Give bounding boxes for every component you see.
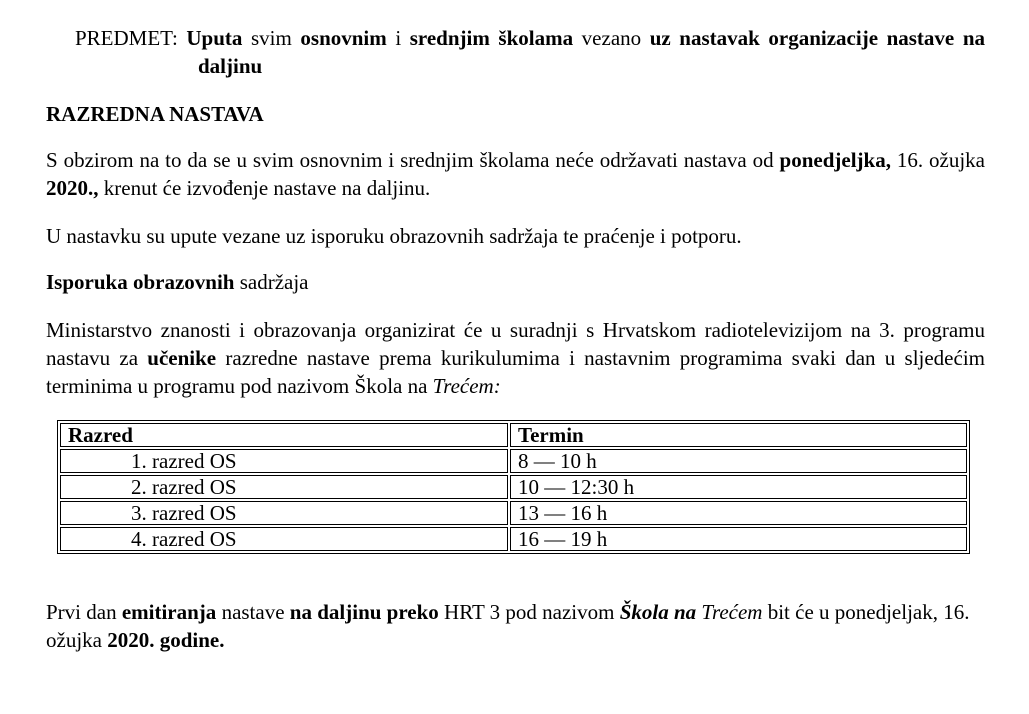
table-cell-razred: 4. razred OS: [60, 527, 508, 551]
text-run: 16. ožujka: [890, 148, 985, 172]
text-run: Isporuka obrazovnih: [46, 270, 240, 294]
text-run: na daljinu preko: [289, 600, 445, 624]
subject-line: [46, 24, 985, 80]
paragraph-intro: [46, 146, 985, 202]
text-run: svim: [250, 26, 301, 50]
table-cell-termin: 16 — 19 h: [510, 527, 967, 551]
text-run: učenike: [147, 346, 226, 370]
text-run: uz nastavak organizacije nastave na daljinu: [198, 26, 985, 78]
text-run: 2020. godine.: [107, 628, 225, 652]
paragraph-upute: U nastavku su upute vezane uz isporuku obrazovnih sadržaja te praćenje i potporu.: [46, 224, 742, 248]
table-row: [60, 449, 967, 473]
text-run: S obzirom na to da se u svim osnovnim i srednjim školama neće održavati nastava od: [46, 148, 780, 172]
schedule-table: [57, 420, 970, 554]
text-run: ponedjeljka,: [779, 148, 891, 172]
table-cell-razred: 2. razred OS: [60, 475, 508, 499]
table-header-row: [60, 423, 967, 447]
text-run: razredne nastave prema kurikulumima i nastavnim programima svaki dan u sljedećim terminima u programu pod nazivom Škola na: [46, 346, 985, 398]
text-run: Ministarstvo znanosti i obrazovanja organizirat će u suradnji s Hrvatskom radiotelevizijom na 3. programu nastavu za: [46, 318, 985, 370]
text-run: 2020.,: [46, 176, 99, 200]
text-run: bit će u ponedjeljak, 16. ožujka: [46, 600, 970, 652]
table-header-cell-razred: Razred: [60, 423, 508, 447]
table-row: [60, 475, 967, 499]
table-header-cell-termin: Termin: [510, 423, 967, 447]
text-run: i: [395, 26, 410, 50]
paragraph-ministarstvo: [46, 316, 985, 400]
text-run: osnovnim: [300, 26, 396, 50]
text-run: sadržaja: [239, 270, 309, 294]
text-run: emitiranja: [121, 600, 222, 624]
text-run: HRT 3 pod nazivom: [444, 600, 620, 624]
section-heading-isporuka: [46, 268, 985, 296]
table-cell-razred: 1. razred OS: [60, 449, 508, 473]
text-run: vezano: [581, 26, 650, 50]
text-run: Uputa: [186, 26, 251, 50]
text-run: Škola na: [619, 600, 702, 624]
table-cell-termin: 10 — 12:30 h: [510, 475, 967, 499]
text-run: krenut će izvođenje nastave na daljinu.: [98, 176, 431, 200]
text-run: Trećem:: [432, 374, 501, 398]
text-run: srednjim školama: [409, 26, 582, 50]
text-run: PREDMET:: [75, 26, 187, 50]
text-run: nastave: [221, 600, 290, 624]
section-heading-razredna-nastava: RAZREDNA NASTAVA: [46, 102, 264, 126]
table-cell-razred: 3. razred OS: [60, 501, 508, 525]
table-cell-termin: 8 — 10 h: [510, 449, 967, 473]
paragraph-prvi-dan: [46, 598, 985, 654]
table-row: [60, 501, 967, 525]
table-row: [60, 527, 967, 551]
text-run: Prvi dan: [46, 600, 122, 624]
text-run: Trećem: [701, 600, 768, 624]
table-cell-termin: 13 — 16 h: [510, 501, 967, 525]
